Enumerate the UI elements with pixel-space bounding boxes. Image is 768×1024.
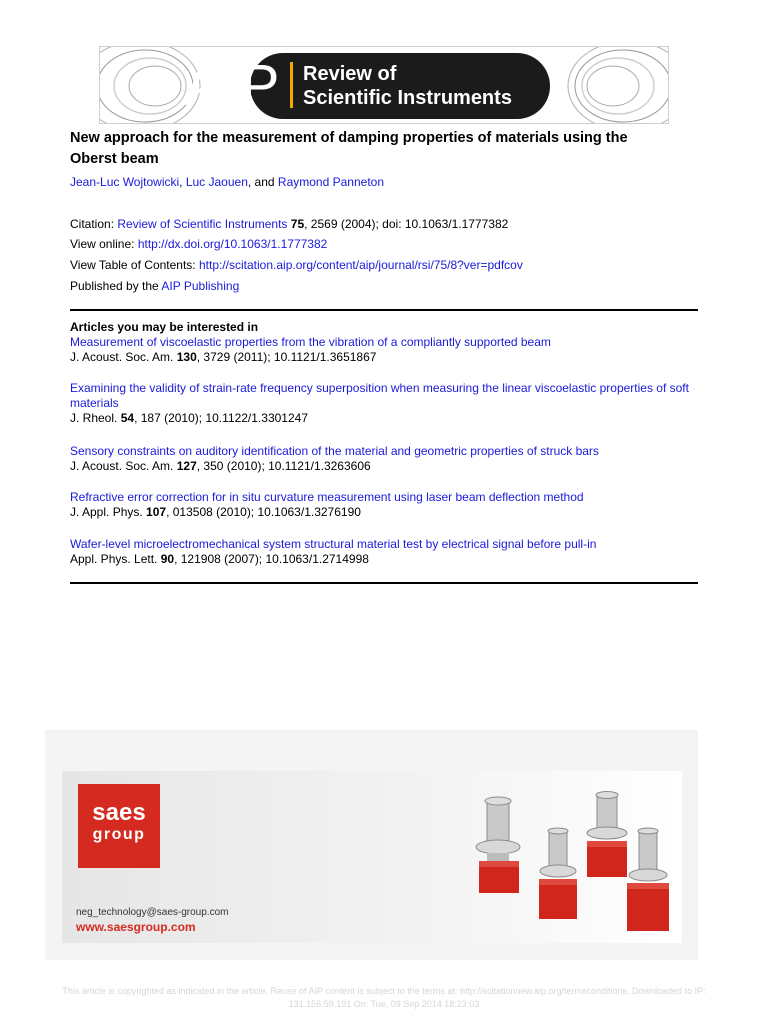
- citation-details: , 013508 (2010); 10.1063/1.3276190: [166, 505, 361, 519]
- related-article-citation: [70, 459, 700, 474]
- pump-unit: [627, 828, 669, 931]
- author-list: [70, 174, 384, 190]
- related-article-link[interactable]: Measurement of viscoelastic properties from the vibration of a compliantly supported beam: [70, 335, 551, 349]
- ad-email: neg_technology@saes-group.com: [76, 907, 229, 918]
- saes-logo-text: saes: [92, 799, 146, 826]
- citation-line: [70, 216, 508, 232]
- published-by-line: [70, 278, 239, 294]
- citation-volume: 127: [176, 459, 197, 473]
- journal-banner: [99, 46, 669, 124]
- saes-advertisement[interactable]: [62, 771, 682, 943]
- journal-name-line2: Scientific Instruments: [303, 87, 512, 109]
- saes-logo-subtext: group: [92, 826, 146, 843]
- related-article-citation: [70, 505, 700, 520]
- related-article: [70, 335, 700, 365]
- related-article-link[interactable]: Sensory constraints on auditory identification of the material and geometric properties of struck bars: [70, 444, 599, 458]
- vacuum-pump-products-image: [467, 771, 682, 943]
- related-article: [70, 381, 700, 426]
- related-article-citation: [70, 350, 700, 365]
- ad-website: www.saesgroup.com: [76, 920, 196, 934]
- related-article-link[interactable]: Examining the validity of strain-rate frequency superposition when measuring the linear viscoelastic properties of soft materials: [70, 381, 689, 410]
- related-article: [70, 490, 700, 520]
- citation-details: , 121908 (2007); 10.1063/1.2714998: [174, 552, 369, 566]
- article-title: New approach for the measurement of damping properties of materials using the Oberst beam: [70, 130, 628, 167]
- citation-journal: J. Acoust. Soc. Am.: [70, 350, 177, 364]
- divider-top: [70, 309, 698, 311]
- author-separator: ,: [179, 175, 186, 189]
- citation-journal: J. Acoust. Soc. Am.: [70, 459, 177, 473]
- view-online-label: View online:: [70, 237, 138, 251]
- citation-journal: J. Appl. Phys.: [70, 505, 147, 519]
- author-link[interactable]: Luc Jaouen: [185, 175, 248, 189]
- journal-name: [303, 62, 512, 110]
- citation-volume: 107: [146, 505, 167, 519]
- citation-volume: 130: [176, 350, 197, 364]
- citation-label: Citation:: [70, 217, 118, 231]
- related-article-citation: [70, 552, 700, 567]
- view-online-line: [70, 236, 327, 252]
- author-separator: , and: [247, 175, 278, 189]
- citation-details: , 2569 (2004); doi: 10.1063/1.1777382: [304, 217, 509, 231]
- published-by-label: Published by the: [70, 279, 162, 293]
- pump-unit: [539, 828, 577, 919]
- citation-details: , 3729 (2011); 10.1121/1.3651867: [196, 350, 377, 364]
- related-articles-heading: Articles you may be interested in: [70, 320, 259, 334]
- view-toc-link[interactable]: http://scitation.aip.org/content/aip/journal/rsi/75/8?ver=pdfcov: [198, 258, 523, 272]
- journal-name-line1: Review of: [303, 63, 397, 85]
- related-article: [70, 537, 700, 567]
- citation-details: , 187 (2010); 10.1122/1.3301247: [134, 411, 308, 425]
- citation-volume: 54: [120, 411, 135, 425]
- citation-journal: J. Rheol.: [70, 411, 121, 425]
- author-link[interactable]: Jean-Luc Wojtowicki: [70, 175, 180, 189]
- publisher-link[interactable]: AIP Publishing: [161, 279, 240, 293]
- aip-logo: AIP: [184, 53, 281, 118]
- citation-journal-link[interactable]: Review of Scientific Instruments: [117, 217, 288, 231]
- pump-unit: [587, 792, 627, 878]
- copyright-footer: [20, 985, 748, 1011]
- view-online-link[interactable]: http://dx.doi.org/10.1063/1.1777382: [137, 237, 328, 251]
- view-toc-line: [70, 257, 523, 273]
- copyright-line1: This article is copyrighted as indicated in the article. Reuse of AIP content is subject to the terms at: http://scitationnew.aip.org/termsconditions. Downloaded to IP:: [62, 986, 706, 996]
- citation-volume: 75: [290, 217, 305, 231]
- citation-journal: Appl. Phys. Lett.: [70, 552, 161, 566]
- related-article: [70, 444, 700, 474]
- citation-volume: 90: [160, 552, 175, 566]
- banner-divider: [290, 62, 293, 108]
- view-toc-label: View Table of Contents:: [70, 258, 199, 272]
- related-article-citation: [70, 411, 700, 426]
- saes-logo: [78, 784, 160, 868]
- citation-details: , 350 (2010); 10.1121/1.3263606: [196, 459, 371, 473]
- swirl-decoration-right: [538, 47, 668, 124]
- pump-unit: [476, 797, 520, 893]
- author-link[interactable]: Raymond Panneton: [277, 175, 384, 189]
- divider-bottom: [70, 582, 698, 584]
- related-article-link[interactable]: Wafer-level microelectromechanical system structural material test by electrical signal before pull-in: [70, 537, 597, 551]
- copyright-line2: 131.156.59.191 On: Tue, 09 Sep 2014 18:23:03: [288, 999, 480, 1009]
- related-article-link[interactable]: Refractive error correction for in situ curvature measurement using laser beam deflection method: [70, 490, 584, 504]
